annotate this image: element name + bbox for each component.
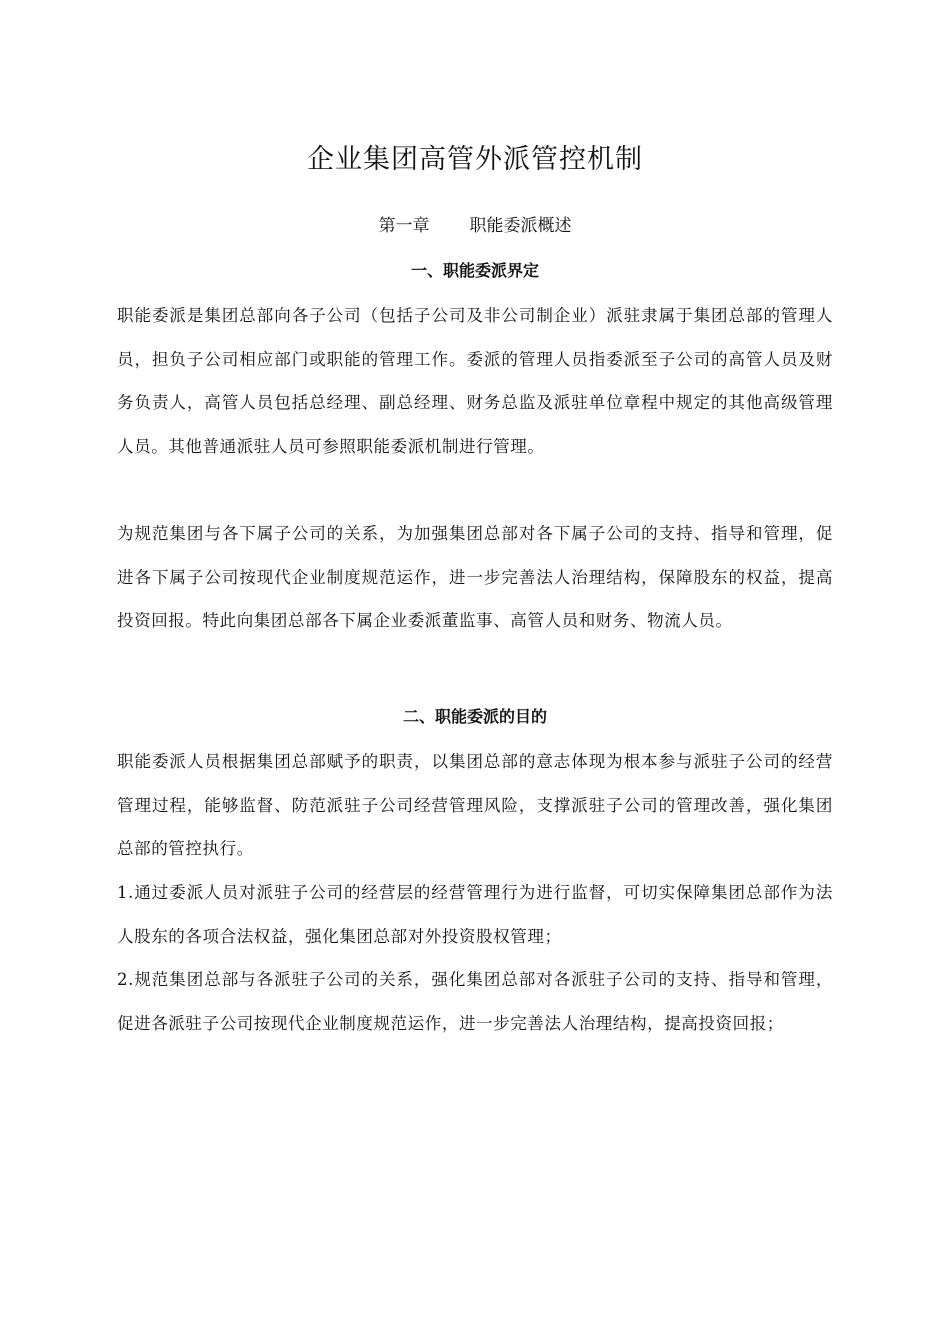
list-item-2: 2.规范集团总部与各派驻子公司的关系，强化集团总部对各派驻子公司的支持、指导和管理，促进各派驻子公司按现代企业制度规范运作，进一步完善法人治理结构，提高投资回报； <box>117 970 833 1033</box>
document-title: 企业集团高管外派管控机制 <box>307 144 643 175</box>
section-heading-purpose: 二、职能委派的目的 <box>402 707 547 726</box>
list-item-1: 1.通过委派人员对派驻子公司的经营层的经营管理行为进行监督，可切实保障集团总部作为法人股东的各项合法权益，强化集团总部对外投资股权管理； <box>117 883 833 946</box>
chapter-number: 第一章 <box>378 216 430 236</box>
chapter-name: 职能委派概述 <box>469 216 572 236</box>
paragraph-regulation: 为规范集团与各下属子公司的关系，为加强集团总部对各下属子公司的支持、指导和管理，促进各下属子公司按现代企业制度规范运作，进一步完善法人治理结构，保障股东的权益，提高投资回报。特此向集团总部各下属企业委派董监事、高管人员和财务、物流人员。 <box>117 524 833 630</box>
paragraph-definition: 职能委派是集团总部向各子公司（包括子公司及非公司制企业）派驻隶属于集团总部的管理人员，担负子公司相应部门或职能的管理工作。委派的管理人员指委派至子公司的高管人员及财务负责人，高管人员包括总经理、副总经理、财务总监及派驻单位章程中规定的其他高级管理人员。其他普通派驻人员可参照职能委派机制进行管理。 <box>117 306 833 456</box>
section-heading-definition: 一、职能委派界定 <box>410 261 539 280</box>
paragraph-purpose: 职能委派人员根据集团总部赋予的职责，以集团总部的意志体现为根本参与派驻子公司的经营管理过程，能够监督、防范派驻子公司经营管理风险，支撑派驻子公司的管理改善，强化集团总部的管控执行。 <box>117 752 833 858</box>
chapter-heading <box>0 211 950 241</box>
